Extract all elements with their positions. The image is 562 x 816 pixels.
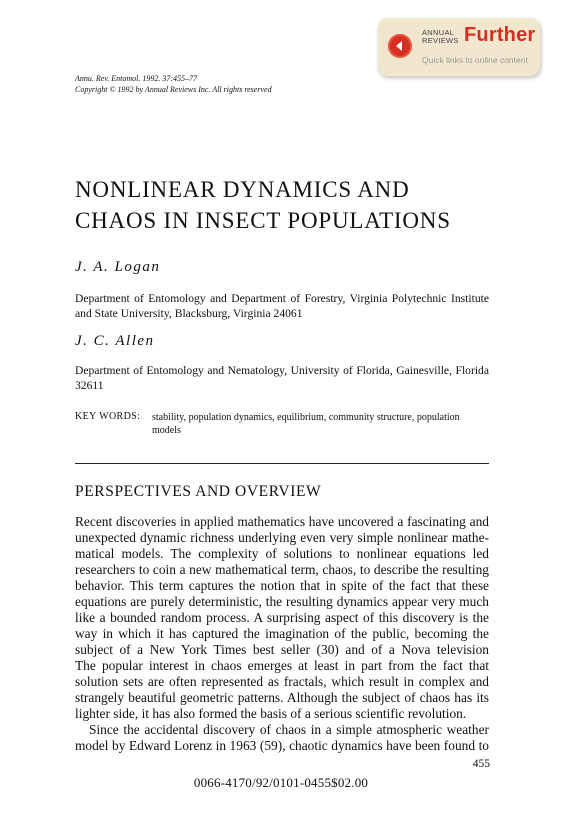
text-line: behavior. This term captures the notion that in spite of the fact that these	[75, 578, 489, 593]
copyright-notice: Copyright © 1992 by Annual Reviews Inc. All rights reserved	[75, 85, 272, 94]
text-line: way in which it has captured the imagination of the public, becoming the	[75, 626, 489, 641]
play-back-icon	[388, 34, 412, 58]
article-title-line-1: NONLINEAR DYNAMICS AND	[75, 177, 410, 202]
text-line: unexpected dynamic richness underlying even very simple nonlinear mathe-	[75, 530, 489, 545]
text-line: matical models. The complexity of solutions to nonlinear equations led	[75, 546, 489, 561]
keywords-list: stability, population dynamics, equilibrium, community structure, population models	[152, 412, 460, 436]
badge-annual: ANNUAL	[422, 28, 455, 37]
text-line: Since the accidental discovery of chaos in a simple atmospheric weather	[89, 722, 489, 737]
page-number: 455	[472, 758, 490, 770]
text-line: The popular interest in chaos emerges at least in part from the fact that	[75, 658, 489, 673]
keywords-label: KEY WORDS:	[75, 411, 141, 422]
journal-citation: Annu. Rev. Entomol. 1992. 37:455–77	[75, 74, 198, 83]
text-line: lighter side, it has also formed the basis of a serious scientific revolution.	[75, 706, 467, 721]
section-heading: PERSPECTIVES AND OVERVIEW	[75, 483, 322, 500]
badge-further-label: Further	[464, 24, 536, 46]
text-line: solution sets are often represented as fractals, which result in complex and	[75, 674, 489, 689]
section-divider	[75, 463, 489, 464]
article-title-line-2: CHAOS IN INSECT POPULATIONS	[75, 208, 451, 233]
text-line: model by Edward Lorenz in 1963 (59), chaotic dynamics have been found to	[75, 738, 489, 753]
author-name: J. C. Allen	[75, 333, 155, 349]
author-name: J. A. Logan	[75, 259, 161, 275]
badge-tagline: Quick links to online content	[422, 55, 528, 65]
further-links-badge[interactable]	[378, 18, 540, 76]
text-line: Recent discoveries in applied mathematics have uncovered a fascinating and	[75, 514, 489, 529]
body-paragraph-2	[75, 722, 489, 754]
badge-reviews: REVIEWS	[422, 36, 459, 45]
text-line: strangely beautiful geometric patterns. Although the subject of chaos has its	[75, 690, 489, 705]
copyright-code: 0066-4170/92/0101-0455$02.00	[193, 775, 369, 790]
body-paragraph-1	[75, 514, 489, 722]
badge-publisher	[422, 29, 459, 45]
text-line: researchers to coin a new mathematical term, chaos, to describe the resulting	[75, 562, 489, 577]
author-affiliation: Department of Entomology and Nematology, University of Florida, Gainesville, Florida 32611	[75, 364, 489, 392]
text-line: subject of a New York Times best seller (30) and of a Nova television	[75, 642, 489, 657]
text-line: equations are purely deterministic, the resulting dynamics appear very much	[75, 594, 489, 609]
text-line: like a bounded random process. A surprising aspect of this discovery is the	[75, 610, 489, 625]
author-affiliation: Department of Entomology and Department of Forestry, Virginia Polytechnic Institute and State University, Blacksburg, Virginia 24061	[75, 292, 489, 320]
